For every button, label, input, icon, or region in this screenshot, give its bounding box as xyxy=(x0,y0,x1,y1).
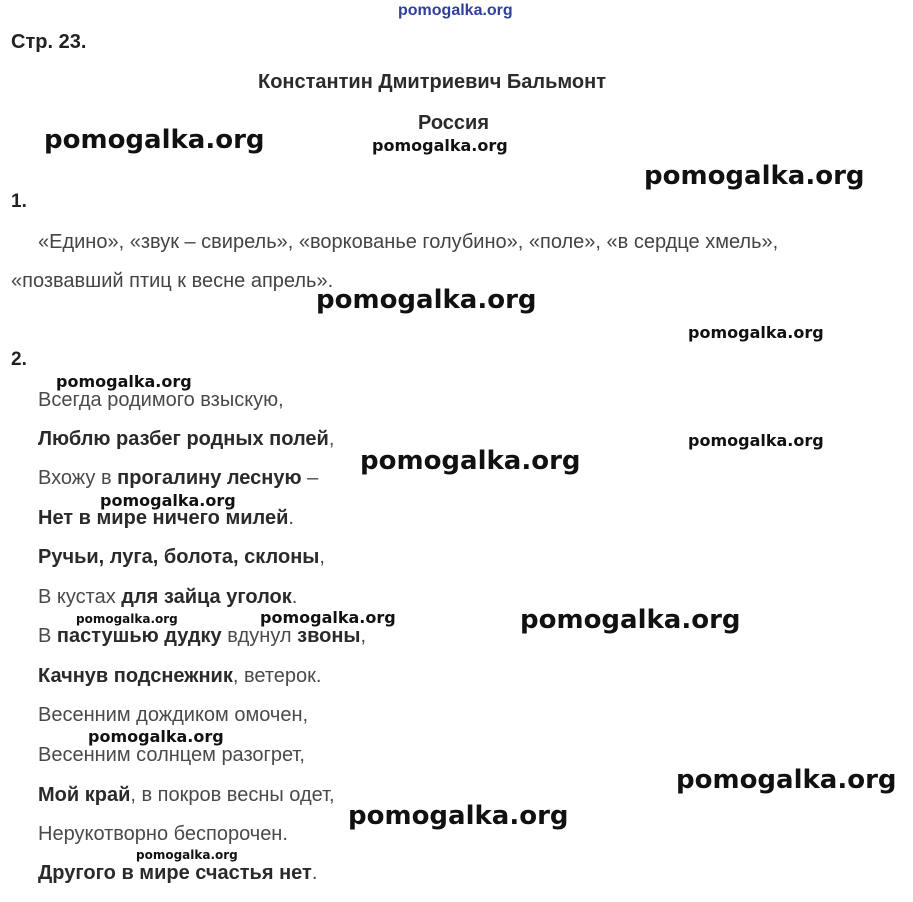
poem-line-bold-segment: пастушью дудку xyxy=(56,625,222,647)
watermark-text: pomogalka.org xyxy=(56,372,192,391)
poem-line-bold-segment: для зайца уголок xyxy=(121,586,292,608)
poem-line xyxy=(38,704,308,727)
poem-line-segment: – xyxy=(301,467,319,489)
poem-line-segment: Вхожу в xyxy=(38,467,118,489)
watermark-text: pomogalka.org xyxy=(676,765,897,795)
watermark-text: pomogalka.org xyxy=(100,491,236,510)
watermark-text: pomogalka.org xyxy=(520,605,741,635)
poem-line-segment: , в покров весны одет, xyxy=(130,784,335,806)
poem-line-segment: . xyxy=(291,586,298,608)
poem-line-bold-segment: Другого в мире счастья нет xyxy=(38,862,312,884)
poem-line xyxy=(38,823,288,846)
question-2-number: 2. xyxy=(11,349,27,370)
poem-line-segment: Весенним солнцем разогрет, xyxy=(38,744,305,766)
watermark-text: pomogalka.org xyxy=(644,161,865,191)
site-header-link[interactable]: pomogalka.org xyxy=(398,2,513,19)
watermark-text: pomogalka.org xyxy=(360,446,581,476)
poem-line xyxy=(38,665,321,688)
poem-line-segment: В кустах xyxy=(38,586,122,608)
watermark-text: pomogalka.org xyxy=(76,612,178,626)
watermark-text: pomogalka.org xyxy=(688,323,824,342)
watermark-text: pomogalka.org xyxy=(372,136,508,155)
question-1-answer-line-1: «Едино», «звук – свирель», «воркованье голубино», «поле», «в сердце хмель», xyxy=(38,231,779,253)
poem-line xyxy=(38,744,305,767)
poem-line-segment: , xyxy=(360,625,367,647)
question-1-answer-line-2: «позвавший птиц к весне апрель». xyxy=(11,270,334,292)
page-number: Стр. 23. xyxy=(11,31,87,53)
poem-line-bold-segment: Качнув подснежник xyxy=(38,665,233,687)
poem-line xyxy=(38,546,325,569)
poem-line-segment: . xyxy=(288,507,294,529)
watermark-text: pomogalka.org xyxy=(316,285,537,315)
poem-line xyxy=(38,507,294,530)
poem-line xyxy=(38,862,317,885)
poem-line-segment: , xyxy=(319,546,325,568)
poem-line-segment: , xyxy=(328,428,335,450)
watermark-text: pomogalka.org xyxy=(260,608,396,627)
poem-line-segment: вдунул xyxy=(221,625,298,647)
poem-line xyxy=(38,467,318,490)
author-heading: Константин Дмитриевич Бальмонт xyxy=(258,71,606,93)
watermark-text: pomogalka.org xyxy=(88,727,224,746)
watermark-text: pomogalka.org xyxy=(136,848,238,862)
poem-line xyxy=(38,586,297,609)
poem-line-segment: , ветерок. xyxy=(232,665,322,687)
poem-line xyxy=(38,389,284,412)
poem-line-segment: Нерукотворно беспорочен. xyxy=(38,823,288,845)
poem-line-bold-segment: Люблю разбег родных полей xyxy=(38,428,329,450)
poem-line xyxy=(38,625,366,648)
poem-line-bold-segment: звоны xyxy=(297,625,361,647)
watermark-text: pomogalka.org xyxy=(688,431,824,450)
poem-line xyxy=(38,784,335,807)
poem-line-segment: Всегда родимого взыскую, xyxy=(38,389,284,411)
poem-line-bold-segment: Мой край xyxy=(38,784,131,806)
poem-line-bold-segment: Ручьи, луга, болота, склоны xyxy=(38,546,320,568)
poem-line-bold-segment: Нет в мире ничего милей xyxy=(38,507,289,529)
poem-line xyxy=(38,428,334,451)
poem-line-segment: В xyxy=(38,625,57,647)
watermark-text: pomogalka.org xyxy=(348,801,569,831)
watermark-text: pomogalka.org xyxy=(44,125,265,155)
poem-title: Россия xyxy=(418,112,490,134)
poem-line-bold-segment: прогалину лесную xyxy=(117,467,302,489)
question-1-number: 1. xyxy=(11,191,27,212)
poem-line-segment: Весенним дождиком омочен, xyxy=(38,704,309,726)
poem-line-segment: . xyxy=(311,862,318,884)
